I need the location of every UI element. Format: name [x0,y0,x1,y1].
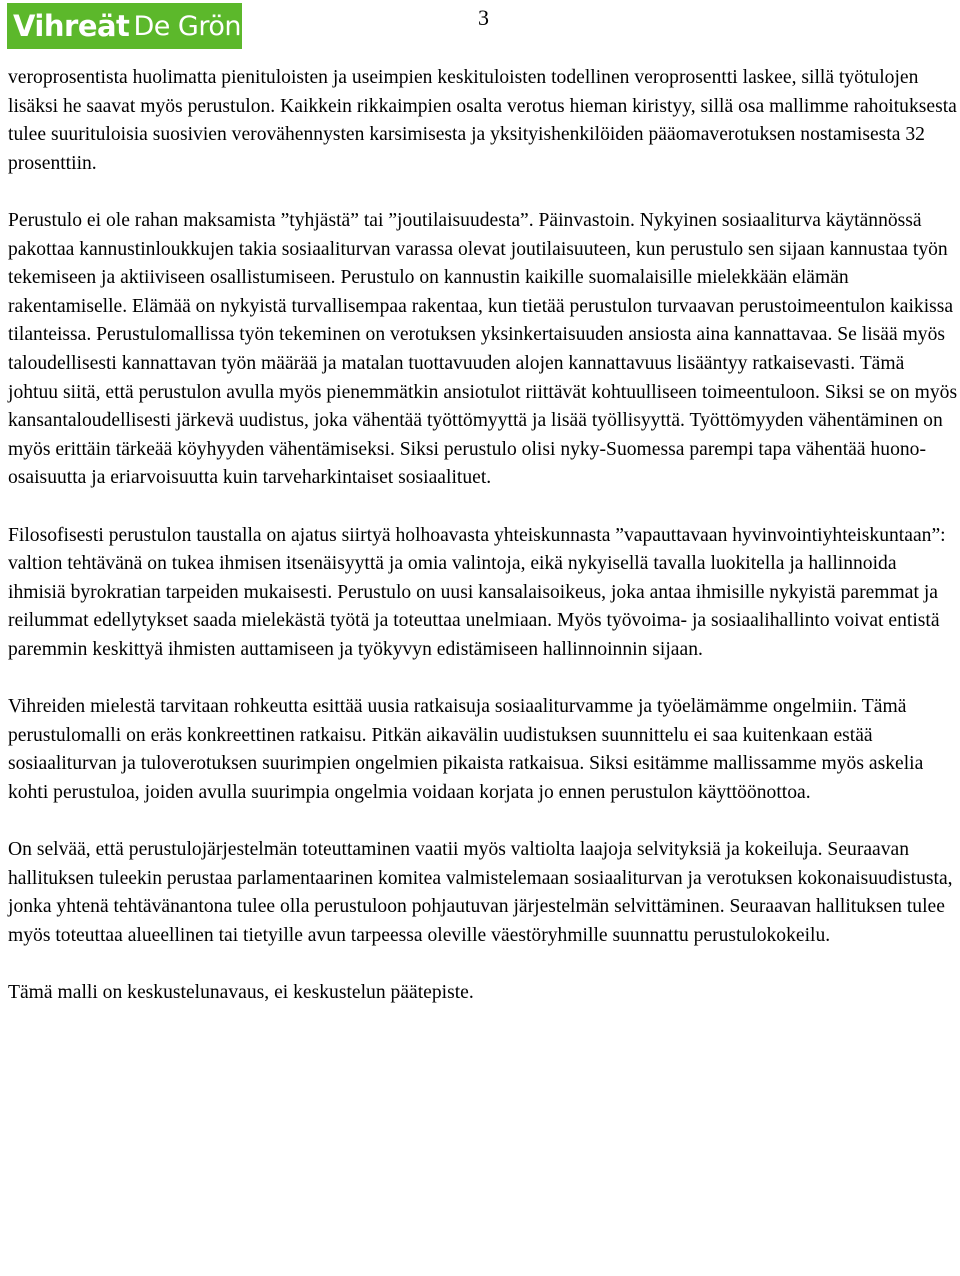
paragraph-philosophy: Filosofisesti perustulon taustalla on ajatus siirtyä holhoavasta yhteiskunnasta ”vapauttavaan hyvinvointiyhteiskuntaan”: valtion tehtävänä on tukea ihmisen itsenäisyyttä ja omia valintoja, eikä nykyisellä tavalla luokitella ja hallinnoida ihmisiä byrokratian tarpeiden mukaisesti. Perustulo on uusi kansalaisoikeus, joka antaa ihmisille nykyistä paremmat ja reilummat edellytykset saada mielekästä työtä ja toteuttaa unelmiaan. Myös työvoima- ja sosiaalihallinto voivat entistä paremmin keskittyä ihmisten auttamiseen ja työkyvyn edistämiseen hallinnoinnin sijaan. [8,524,946,660]
page-number: 3 [478,5,489,30]
document-body [8,64,958,1008]
logo-text-de-grona: De Gröna [133,10,258,42]
paragraph-implementation: On selvää, että perustulojärjestelmän toteuttaminen vaatii myös valtiolta laajoja selvityksiä ja kokeiluja. Seuraavan hallituksen tuleekin perustaa parlamentaarinen komitea valmistelemaan sosiaaliturvan ja verotuksen kokonaisuudistusta, jonka yhtenä tehtävänantona tulee olla perustuloon pohjautuvan järjestelmän selvittäminen. Seuraavan hallituksen tulee myös toteuttaa alueellinen tai tietyille avun tarpeessa oleville väestöryhmille suunnattu perustulokokeilu. [8,839,953,946]
paragraph-incentives: Perustulo ei ole rahan maksamista ”tyhjästä” tai ”joutilaisuudesta”. Päinvastoin. Nykyinen sosiaaliturva käytännössä pakottaa kannustinloukkujen takia sosiaaliturvan varassa olevat joutilaisuuteen, kun perustulo sen sijaan kannustaa työn tekemiseen ja aktiiviseen osallistumiseen. Perustulo on kannustin kaikille suomalaisille mielekkään elämän rakentamiselle. Elämää on nykyistä turvallisempaa rakentaa, kun tietää perustulon turvaavan perustoimeentulon kaikissa tilanteissa. Perustulomallissa työn tekeminen on verotuksen yksinkertaisuuden ansiosta aina kannattavaa. Se lisää myös taloudellisesti kannattavan työn määrää ja matalan tuottavuuden alojen kannattavuus lisääntyy ratkaisevasti. Tämä johtuu siitä, että perustulon avulla myös pienemmätkin ansiotulot riittävät kohtuulliseen toimeentuloon. Siksi se on myös kansantaloudellisesti järkevä uudistus, joka vähentää työttömyyttä ja lisää työllisyyttä. Työttömyyden vähentäminen on myös erittäin tärkeää köyhyyden vähentämiseksi. Siksi perustulo olisi nyky-Suomessa parempi tapa vähentää huono-osaisuutta ja eriarvoisuutta kuin tarveharkintaiset sosiaalituet. [8,209,958,489]
paragraph-closing: Tämä malli on keskustelunavaus, ei keskustelun päätepiste. [8,982,474,1003]
paragraph-tax-rates: veroprosentista huolimatta pienituloisten ja useimpien keskituloisten todellinen veroprosentti laskee, sillä työtulojen lisäksi he saavat myös perustulon. Kaikkein rikkaimpien osalta verotus hieman kiristyy, sillä osa mallimme rahoituksesta tulee suurituloisia suosivien verovähennysten karsimisesta ja yksityishenkilöiden pääomaverotuksen nostamisesta 32 prosenttiin. [8,67,957,174]
logo-text-vihreat: Vihreät [13,9,130,43]
vihreat-de-grona-logo [7,3,258,49]
paragraph-courage: Vihreiden mielestä tarvitaan rohkeutta esittää uusia ratkaisuja sosiaaliturvamme ja työelämämme ongelmiin. Tämä perustulomalli on eräs konkreettinen ratkaisu. Pitkän aikavälin uudistuksen suunnittelu ei saa kuitenkaan estää sosiaaliturvan ja tuloverotuksen suurimpien ongelmien pikaista ratkaisua. Siksi esitämme mallissamme myös askelia kohti perustuloa, joiden avulla suurimpia ongelmia voidaan korjata jo ennen perustulon käyttöönottoa. [8,696,924,803]
